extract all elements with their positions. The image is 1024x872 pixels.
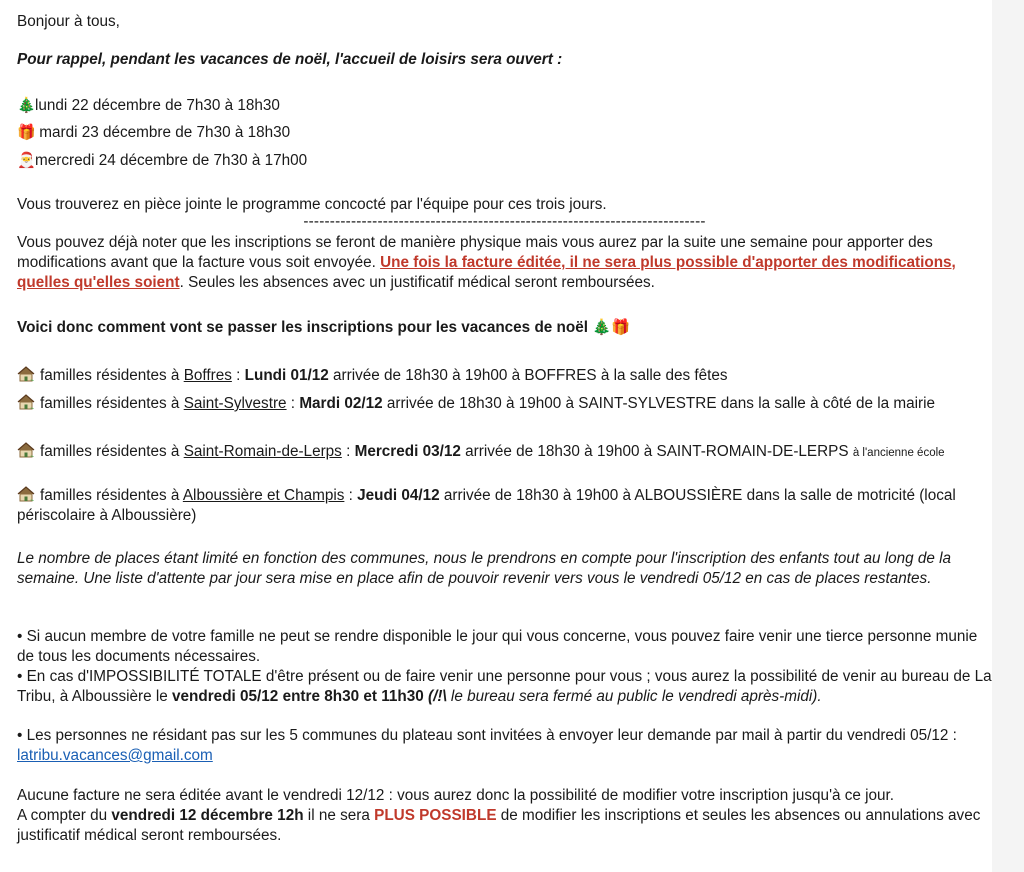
- closing-post: de modifier les inscriptions et seules les absences ou annulations avec justificatif médical seront remboursées.: [17, 807, 981, 844]
- tree-gift-icon: 🎄🎁: [592, 319, 631, 336]
- date-text: mercredi 24 décembre de 7h30 à 17h00: [35, 152, 308, 169]
- deadline-date: vendredi 12 décembre 12h: [111, 807, 304, 824]
- session-details-small: à l'ancienne école: [852, 447, 945, 459]
- limited-places: Le nombre de places étant limité en fonction des communes, nous le prendrons en compte pour l'inscription des enfants tout au long de la semaine. Une liste d'attente par jour sera mise en place afin de pouvoir revenir vers vous le vendredi 05/12 en cas de places restantes.: [17, 550, 952, 587]
- attachment-note: Vous trouverez en pièce jointe le programme concocté par l'équipe pour ces trois jours.: [17, 196, 607, 213]
- bullet-text: • En cas d'IMPOSSIBILITÉ TOTALE d'être présent ou de faire venir une personne pour vous ; vous aurez la possibilité de venir au bureau de La Tribu, à Alboussière le: [17, 668, 992, 705]
- session-sep: :: [231, 367, 245, 384]
- session-sep: :: [341, 443, 355, 460]
- reminder: Pour rappel, pendant les vacances de noël, l'accueil de loisirs sera ouvert :: [17, 51, 563, 68]
- house-icon: [17, 366, 35, 382]
- bullet-impossibility: [17, 667, 992, 707]
- santa-icon: 🎅: [17, 152, 36, 169]
- scrollbar[interactable]: [992, 0, 1024, 872]
- session-details: arrivée de 18h30 à 19h00 à BOFFRES à la salle des fêtes: [328, 367, 728, 384]
- gift-icon: 🎁: [17, 124, 36, 141]
- session-details: arrivée de 18h30 à 19h00 à SAINT-SYLVESTRE dans la salle à côté de la mairie: [382, 395, 936, 412]
- date-text: mardi 23 décembre de 7h30 à 18h30: [35, 124, 291, 141]
- session-details: arrivée de 18h30 à 19h00 à ALBOUSSIÈRE dans la salle de motricité (local périscolaire à Alboussière): [17, 487, 956, 524]
- commune-link[interactable]: Saint-Romain-de-Lerps: [183, 443, 342, 460]
- closing-pre: A compter du: [17, 807, 112, 824]
- christmas-tree-icon: 🎄: [17, 97, 36, 114]
- session-sep: :: [344, 487, 358, 504]
- date-line-1: [17, 96, 280, 116]
- session-saint-romain: [17, 442, 992, 463]
- date-line-2: [17, 123, 290, 143]
- closing: [17, 786, 992, 846]
- commune-link[interactable]: Saint-Sylvestre: [183, 395, 287, 412]
- session-prefix: familles résidentes à: [40, 395, 184, 412]
- session-day: Lundi 01/12: [244, 367, 329, 384]
- bullet-text: • Les personnes ne résidant pas sur les 5 communes du plateau sont invitées à envoyer leur demande par mail à partir du vendredi 05/12 :: [17, 727, 957, 744]
- registration-warning: Une fois la facture éditée, il ne sera plus possible d'apporter des modifications, quelles qu'elles soient: [17, 254, 956, 291]
- how-title-text: Voici donc comment vont se passer les inscriptions pour les vacances de noël: [17, 319, 588, 336]
- session-day: Mercredi 03/12: [354, 443, 461, 460]
- closing-mid: il ne sera: [303, 807, 375, 824]
- registration-info: [17, 233, 982, 293]
- commune-link[interactable]: Boffres: [183, 367, 232, 384]
- session-prefix: familles résidentes à: [40, 443, 184, 460]
- closing-line-1: Aucune facture ne sera éditée avant le vendredi 12/12 : vous aurez donc la possibilité de modifier votre inscription jusqu'à ce jour.: [17, 787, 895, 804]
- commune-link[interactable]: Alboussière et Champis: [182, 487, 345, 504]
- house-icon: [17, 486, 35, 502]
- session-saint-sylvestre: [17, 394, 992, 414]
- bullet-third-party: • Si aucun membre de votre famille ne peut se rendre disponible le jour qui vous concerne, vous pouvez faire venir une tierce personne munie de tous les documents nécessaires.: [17, 628, 978, 665]
- office-closed-note: le bureau sera fermé au public le vendredi après-midi).: [446, 688, 822, 705]
- session-boffres: [17, 366, 728, 386]
- warning-sign: (/!\: [423, 688, 447, 705]
- registration-outro: . Seules les absences avec un justificatif médical seront remboursées.: [179, 274, 655, 291]
- session-prefix: familles résidentes à: [40, 487, 183, 504]
- bullet-outside-communes: [17, 726, 992, 766]
- house-icon: [17, 442, 35, 458]
- office-date: vendredi 05/12 entre 8h30 et 11h30: [172, 688, 424, 705]
- session-day: Mardi 02/12: [299, 395, 383, 412]
- plus-possible: PLUS POSSIBLE: [374, 807, 497, 824]
- separator: ----------------------------------------------------------------------------: [303, 213, 706, 230]
- how-title: [17, 318, 630, 338]
- session-details: arrivée de 18h30 à 19h00 à SAINT-ROMAIN-DE-LERPS: [460, 443, 853, 460]
- email-link[interactable]: latribu.vacances@gmail.com: [17, 747, 213, 764]
- session-day: Jeudi 04/12: [357, 487, 440, 504]
- house-icon: [17, 394, 35, 410]
- date-text: lundi 22 décembre de 7h30 à 18h30: [35, 97, 280, 114]
- greeting: Bonjour à tous,: [17, 13, 120, 30]
- date-line-3: [17, 151, 307, 171]
- session-alboussiere: [17, 486, 992, 526]
- registration-intro: Vous pouvez déjà noter que les inscriptions se feront de manière physique mais vous aurez par la suite une semaine pour apporter des modifications avant que la facture vous soit envoyée.: [17, 234, 933, 271]
- session-prefix: familles résidentes à: [40, 367, 184, 384]
- session-sep: :: [286, 395, 300, 412]
